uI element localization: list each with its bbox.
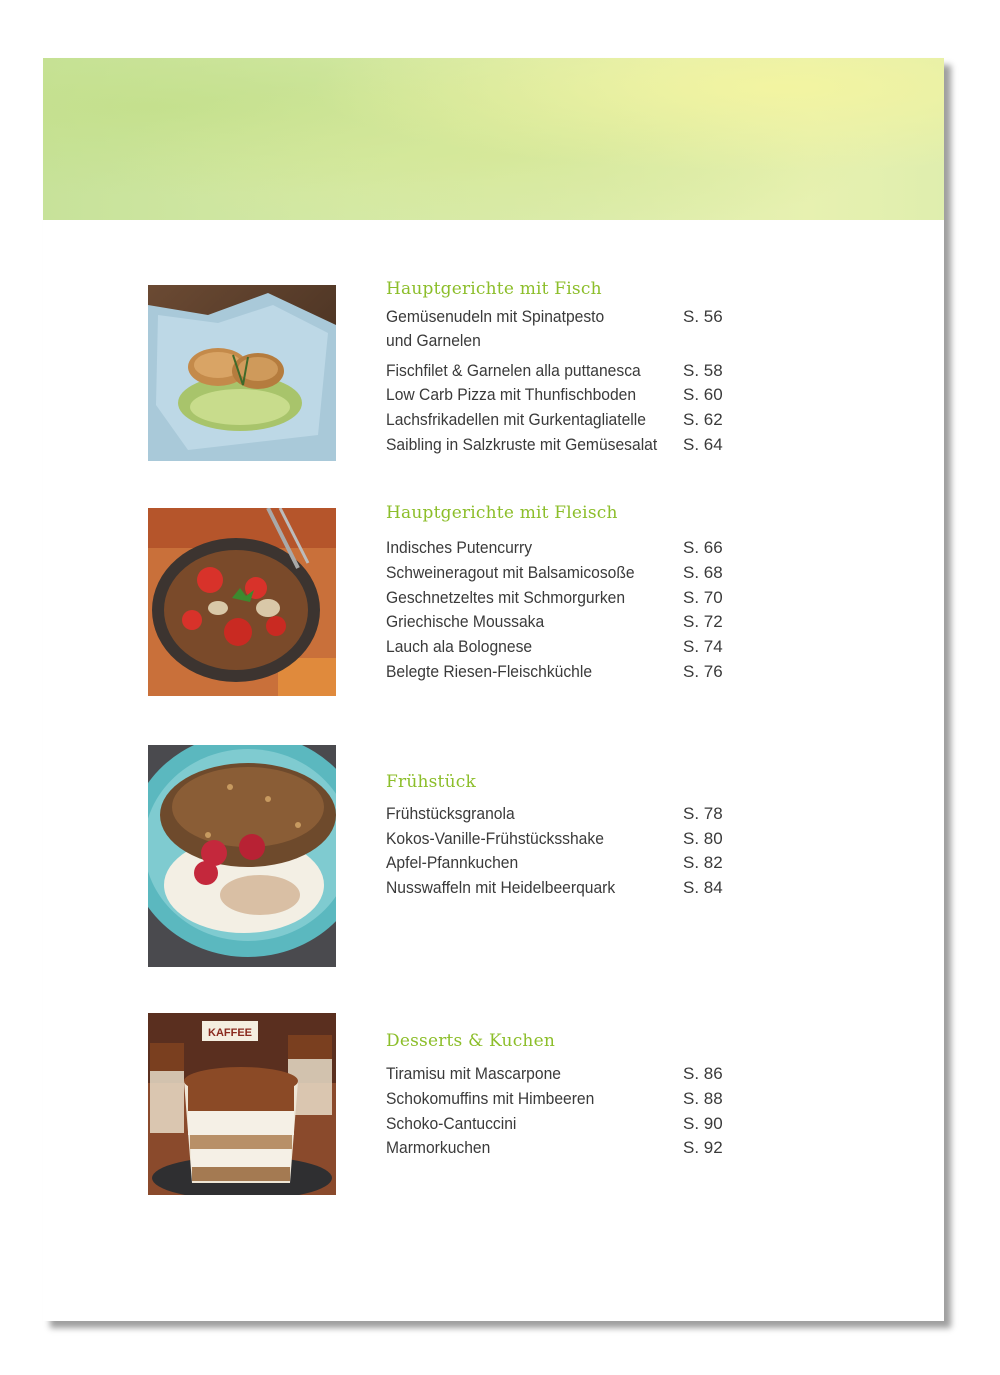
- entry-title: Indisches Putencurry: [386, 538, 533, 557]
- entry-title: Kokos-Vanille-Frühstücksshake: [386, 829, 604, 848]
- entry-title: Frühstücksgranola: [386, 804, 515, 823]
- entry-title: Saibling in Salzkruste mit Gemüsesalat: [386, 435, 658, 454]
- fish-dish-photo: [148, 285, 336, 461]
- entry-title: Low Carb Pizza mit Thunfischboden: [386, 385, 637, 404]
- entry-title: Lachsfrikadellen mit Gurkentagliatelle: [386, 410, 646, 429]
- entry-page-number: S. 70: [683, 588, 723, 607]
- entry-title: Geschnetzeltes mit Schmorgurken: [386, 588, 626, 607]
- entry-title: Lauch ala Bolognese: [386, 637, 533, 656]
- entry-page-number: S. 88: [683, 1089, 723, 1108]
- entry-title: Griechische Moussaka: [386, 612, 545, 631]
- watercolor-header-band: [43, 58, 944, 220]
- entry-page-number: S. 56: [683, 307, 723, 326]
- entry-page-number: S. 62: [683, 410, 723, 429]
- entry-page-number: S. 72: [683, 612, 723, 631]
- entry-page-number: S. 66: [683, 538, 723, 557]
- entry-title: Schokomuffins mit Himbeeren: [386, 1089, 595, 1108]
- entry-page-number: S. 74: [683, 637, 723, 656]
- dessert-photo: [148, 1013, 336, 1195]
- entry-page-number: S. 68: [683, 563, 723, 582]
- entry-page-number: S. 76: [683, 662, 723, 681]
- entry-title: Marmorkuchen: [386, 1138, 491, 1157]
- entry-page-number: S. 90: [683, 1114, 723, 1133]
- document-page: [43, 58, 944, 1321]
- kaffee-sign-text: KAFFEE: [208, 1027, 252, 1039]
- section-heading: Hauptgerichte mit Fisch: [386, 279, 602, 299]
- meat-dish-photo: [148, 508, 336, 696]
- entry-page-number: S. 92: [683, 1138, 723, 1157]
- section-heading: Frühstück: [386, 772, 476, 792]
- entry-title: Nusswaffeln mit Heidelbeerquark: [386, 878, 616, 897]
- entry-page-number: S. 82: [683, 853, 723, 872]
- entry-page-number: S. 84: [683, 878, 723, 897]
- entry-page-number: S. 78: [683, 804, 723, 823]
- entry-title: Belegte Riesen-Fleischküchle: [386, 662, 593, 681]
- entry-page-number: S. 64: [683, 435, 723, 454]
- entry-title: Schoko-Cantuccini: [386, 1114, 517, 1133]
- breakfast-photo: [148, 745, 336, 967]
- entry-page-number: S. 86: [683, 1064, 723, 1083]
- section-heading: Hauptgerichte mit Fleisch: [386, 503, 618, 523]
- entry-title: und Garnelen: [386, 331, 481, 350]
- entry-title: Apfel-Pfannkuchen: [386, 853, 519, 872]
- entry-page-number: S. 58: [683, 361, 723, 380]
- entry-title: Tiramisu mit Mascarpone: [386, 1064, 561, 1083]
- entry-page-number: S. 60: [683, 385, 723, 404]
- section-heading: Desserts & Kuchen: [386, 1031, 555, 1051]
- entry-title: Fischfilet & Garnelen alla puttanesca: [386, 361, 641, 380]
- entry-title: Gemüsenudeln mit Spinatpesto: [386, 307, 605, 326]
- entry-title: Schweineragout mit Balsamicosoße: [386, 563, 635, 582]
- entry-page-number: S. 80: [683, 829, 723, 848]
